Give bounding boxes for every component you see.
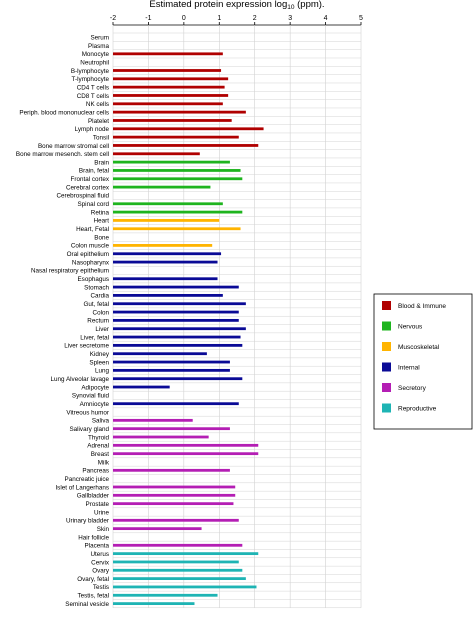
category-label: Plasma bbox=[88, 42, 109, 50]
category-label: Ovary, fetal bbox=[77, 575, 109, 583]
bar bbox=[113, 336, 241, 339]
bar bbox=[113, 302, 246, 305]
legend-swatch bbox=[382, 301, 391, 310]
bar bbox=[113, 402, 239, 405]
bar bbox=[113, 202, 223, 205]
bar bbox=[113, 252, 221, 255]
bar bbox=[113, 486, 235, 489]
category-label: T-lymphocyte bbox=[71, 76, 109, 84]
category-label: Seminal vesicle bbox=[65, 600, 109, 608]
bar bbox=[113, 294, 223, 297]
category-label: Frontal cortex bbox=[70, 176, 109, 184]
bar bbox=[113, 544, 242, 547]
bar bbox=[113, 352, 207, 355]
category-label: Cervix bbox=[91, 559, 109, 567]
bar bbox=[113, 361, 230, 364]
category-label: Tonsil bbox=[92, 134, 109, 142]
bar bbox=[113, 69, 221, 72]
bar bbox=[113, 161, 230, 164]
x-axis bbox=[110, 15, 363, 25]
category-label: Liver secretome bbox=[64, 342, 109, 350]
bar bbox=[113, 111, 246, 114]
category-label: Vitreous humor bbox=[66, 409, 109, 417]
category-label: Liver bbox=[95, 326, 109, 334]
legend-label: Nervous bbox=[398, 323, 423, 331]
category-label: Spinal cord bbox=[77, 201, 109, 209]
bar bbox=[113, 261, 218, 264]
bar bbox=[113, 494, 235, 497]
category-label: Liver, fetal bbox=[80, 334, 109, 342]
bar bbox=[113, 244, 212, 247]
bar bbox=[113, 386, 170, 389]
category-label: Bone bbox=[94, 234, 109, 242]
category-label: Cerebral cortex bbox=[65, 184, 109, 192]
category-label: Bone marrow mesench. stem cell bbox=[15, 151, 109, 159]
bar bbox=[113, 552, 258, 555]
category-label: Heart, Fetal bbox=[76, 226, 109, 234]
bar bbox=[113, 86, 225, 89]
category-label: Urinary bladder bbox=[65, 517, 109, 525]
x-tick-label: -1 bbox=[145, 15, 152, 22]
legend-label: Muscoskeletal bbox=[398, 344, 440, 351]
x-tick-label: 5 bbox=[359, 15, 363, 22]
category-label: Salivary gland bbox=[69, 425, 109, 433]
bar bbox=[113, 369, 230, 372]
category-label: Lung Alveolar lavage bbox=[50, 375, 109, 383]
category-label: CD8 T cells bbox=[76, 92, 109, 100]
category-label: Monocyte bbox=[81, 51, 109, 59]
category-label: Uterus bbox=[90, 550, 109, 558]
bar bbox=[113, 186, 210, 189]
bar bbox=[113, 77, 228, 80]
bar bbox=[113, 602, 194, 605]
chart-title bbox=[149, 0, 324, 11]
bar bbox=[113, 519, 239, 522]
category-label: Islet of Langerhans bbox=[55, 484, 109, 492]
bar bbox=[113, 419, 193, 422]
category-label: Cardia bbox=[90, 292, 109, 300]
category-label: Gut, fetal bbox=[83, 301, 109, 309]
category-label: Colon muscle bbox=[70, 242, 109, 250]
category-label: Urine bbox=[93, 509, 109, 517]
bar bbox=[113, 319, 239, 322]
category-label: CD4 T cells bbox=[76, 84, 109, 92]
bar bbox=[113, 577, 246, 580]
category-label: Placenta bbox=[84, 542, 109, 550]
bar bbox=[113, 136, 239, 139]
category-label: Heart bbox=[93, 217, 109, 225]
category-label: Brain bbox=[94, 159, 109, 167]
x-tick-label: 0 bbox=[181, 15, 186, 22]
bar bbox=[113, 144, 258, 147]
bar bbox=[113, 219, 219, 222]
category-label: Ovary bbox=[92, 567, 109, 575]
category-label: Nasal respiratory epithelium bbox=[30, 267, 109, 275]
bar-group bbox=[113, 52, 264, 605]
category-label: Milk bbox=[97, 459, 109, 467]
category-label: Prostate bbox=[85, 500, 109, 508]
category-label: Pancreatic juice bbox=[64, 475, 109, 483]
bar bbox=[113, 152, 200, 155]
category-label: Lung bbox=[94, 367, 109, 375]
category-label: Serum bbox=[90, 34, 109, 42]
x-tick-label: 1 bbox=[217, 15, 222, 22]
category-label: Adipocyte bbox=[81, 384, 109, 392]
category-label: Colon bbox=[92, 309, 109, 317]
category-label: Periph. blood mononuclear cells bbox=[19, 109, 109, 117]
category-label: Thyroid bbox=[88, 434, 109, 442]
category-label: Skin bbox=[96, 525, 109, 533]
bar bbox=[113, 344, 242, 347]
bar bbox=[113, 569, 242, 572]
category-label: Breast bbox=[90, 450, 109, 458]
category-label: Nasopharynx bbox=[71, 259, 109, 267]
bar bbox=[113, 327, 246, 330]
category-label: Spleen bbox=[89, 359, 109, 367]
bar bbox=[113, 227, 241, 230]
category-label: Hair follicle bbox=[78, 534, 109, 542]
bar bbox=[113, 561, 239, 564]
legend-swatch bbox=[382, 404, 391, 413]
bar bbox=[113, 94, 228, 97]
legend-label: Blood & Immune bbox=[398, 303, 447, 310]
bar bbox=[113, 452, 258, 455]
category-label: Gallbladder bbox=[76, 492, 109, 500]
bar bbox=[113, 469, 230, 472]
category-label: Esophagus bbox=[77, 276, 109, 284]
category-label: Lymph node bbox=[74, 126, 109, 134]
x-tick-label: -2 bbox=[109, 15, 117, 22]
bar bbox=[113, 427, 230, 430]
category-label: Brain, fetal bbox=[78, 167, 109, 175]
category-label: Testis, fetal bbox=[77, 592, 109, 600]
title-subscript: 10 bbox=[287, 4, 295, 11]
category-label: Bone marrow stromal cell bbox=[37, 142, 109, 150]
title-main: Estimated protein expression log bbox=[149, 0, 288, 10]
category-label: Synovial fluid bbox=[71, 392, 109, 400]
category-label: Saliva bbox=[91, 417, 109, 425]
category-label: B-lymphocyte bbox=[70, 67, 109, 75]
bar bbox=[113, 127, 264, 130]
x-tick-label: 3 bbox=[288, 15, 293, 22]
bar bbox=[113, 311, 239, 314]
bar bbox=[113, 502, 233, 505]
category-label: Stomach bbox=[84, 284, 109, 292]
bar bbox=[113, 586, 256, 589]
x-tick-label: 4 bbox=[323, 15, 328, 22]
bar bbox=[113, 436, 209, 439]
category-labels bbox=[16, 34, 110, 607]
bar bbox=[113, 286, 239, 289]
category-label: Testis bbox=[92, 584, 109, 592]
legend-swatch bbox=[382, 383, 391, 392]
category-label: Amniocyte bbox=[79, 400, 109, 408]
bar bbox=[113, 52, 223, 55]
category-label: Neutrophil bbox=[80, 59, 109, 67]
category-label: Adrenal bbox=[87, 442, 109, 450]
bar bbox=[113, 527, 202, 530]
bar bbox=[113, 169, 241, 172]
legend-swatch bbox=[382, 342, 391, 351]
legend-swatch bbox=[382, 322, 391, 331]
category-label: Oral epithelium bbox=[66, 251, 109, 259]
x-tick-label: 2 bbox=[252, 15, 257, 22]
bar bbox=[113, 444, 258, 447]
bar bbox=[113, 594, 218, 597]
bar bbox=[113, 377, 242, 380]
title-suffix: (ppm). bbox=[294, 0, 325, 10]
bar bbox=[113, 102, 223, 105]
category-label: Cerebrospinal fluid bbox=[56, 192, 109, 200]
legend bbox=[374, 294, 472, 429]
category-label: Platelet bbox=[87, 117, 109, 125]
category-label: Rectum bbox=[87, 317, 109, 325]
legend-swatch bbox=[382, 363, 391, 372]
category-label: Kidney bbox=[89, 351, 109, 359]
category-label: NK cells bbox=[85, 101, 109, 109]
bar bbox=[113, 277, 218, 280]
bar bbox=[113, 211, 242, 214]
category-label: Retina bbox=[90, 209, 109, 217]
bar bbox=[113, 119, 232, 122]
bar bbox=[113, 177, 242, 180]
legend-label: Secretory bbox=[398, 385, 426, 392]
category-label: Pancreas bbox=[82, 467, 109, 475]
legend-label: Reproductive bbox=[398, 405, 437, 413]
legend-label: Internal bbox=[398, 364, 420, 372]
